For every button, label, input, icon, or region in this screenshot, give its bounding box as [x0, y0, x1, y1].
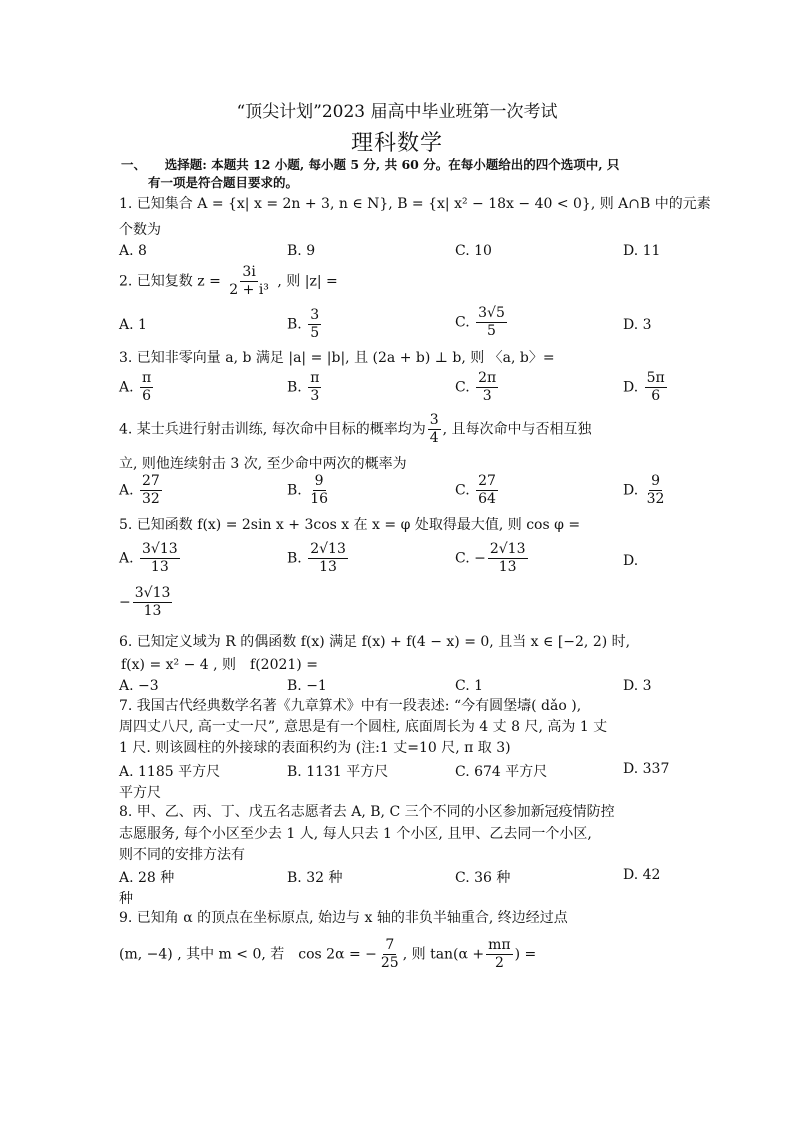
q7-stem-line3: 1 尺. 则该圆柱的外接球的表面积约为 (注:1 丈=10 尺, π 取 3) [119, 740, 511, 756]
q6-option-d: D. 3 [623, 678, 652, 694]
q1-stem-line1: 1. 已知集合 A = {x| x = 2n + 3, n ∈ N}, B = {x| x² − 18x − 40 < 0}, 则 A∩B 中的元素 [119, 196, 711, 212]
exam-title: “顶尖计划”2023 届高中毕业班第一次考试 [236, 102, 558, 122]
q7-option-d-wrap: 平方尺 [119, 785, 161, 801]
q2-frac-den: 2 + i³ [229, 282, 269, 298]
q1-stem-line2: 个数为 [119, 222, 161, 238]
q7-option-b: B. 1131 平方尺 [287, 764, 389, 780]
q8-option-c: C. 36 种 [455, 870, 511, 886]
q5-option-d-wrapped-value: − $\frac{3√13}{13}$ [119, 585, 171, 619]
q8-stem-line3: 则不同的安排方法有 [119, 847, 245, 863]
q8-option-a: A. 28 种 [119, 870, 175, 886]
q4-option-a: A. $\frac{27}{32}$ [119, 473, 160, 507]
q7-stem-line1: 7. 我国古代经典数学名著《九章算术》中有一段表述: “今有圆堡壔( dǎo ), [119, 698, 582, 714]
q6-option-a: A. −3 [119, 678, 159, 694]
q5-option-c: C. − $\frac{2√13}{13}$ [455, 541, 526, 575]
q2-stem [119, 264, 679, 299]
q9-stem-line2: (m, −4) , 其中 m < 0, 若 cos 2α = − $\frac{7}{25}$ , 则 tan(α + $\frac{m\pi}{2}$ ) = [119, 937, 537, 971]
q6-option-b: B. −1 [287, 678, 327, 694]
q5-option-b: B. $\frac{2√13}{13}$ [287, 541, 346, 575]
q5-stem: 5. 已知函数 f(x) = 2sin x + 3cos x 在 x = φ 处取得最大值, 则 cos φ = [119, 517, 581, 533]
section-instruction-line1: 一、 选择题: 本题共 12 小题, 每小题 5 分, 共 60 分。在每小题给出的四个选项中, 只 [121, 157, 620, 172]
q7-stem-line2: 周四丈八尺, 高一丈一尺”, 意思是有一个圆柱, 底面周长为 4 丈 8 尺, 高为 1 丈 [119, 719, 608, 735]
q9-stem-line1: 9. 已知角 α 的顶点在坐标原点, 始边与 x 轴的非负半轴重合, 终边经过点 [119, 910, 568, 926]
q2-stem-pre: 2. 已知复数 z = [119, 273, 221, 290]
q8-option-d-wrap: 种 [119, 891, 133, 907]
q3-option-a: A. $\frac{\pi}{6}$ [119, 370, 152, 404]
q6-stem-line2: f(x) = x² − 4 , 则 f(2021) = [121, 657, 318, 673]
q2-option-d: D. 3 [623, 317, 652, 333]
q2-option-c: C. $\frac{3√5}{5}$ [455, 305, 505, 339]
q8-option-d: D. 42 [623, 867, 661, 883]
q2-option-b: B. $\frac{3}{5}$ [287, 307, 320, 341]
q7-option-a: A. 1185 平方尺 [119, 764, 221, 780]
q4-stem-line1: 4. 某士兵进行射击训练, 每次命中目标的概率均为 $\frac{3}{4}$ , 且每次命中与否相互独 [119, 412, 592, 446]
q1-option-b: B. 9 [287, 243, 316, 259]
q4-stem-line2: 立, 则他连续射击 3 次, 至少命中两次的概率为 [119, 456, 407, 472]
q2-fraction [227, 264, 271, 299]
q7-option-d: D. 337 [623, 761, 670, 777]
subject-title: 理科数学 [350, 131, 443, 156]
q3-option-b: B. $\frac{\pi}{3}$ [287, 370, 320, 404]
q2-stem-post: , 则 |z| = [277, 273, 338, 290]
q4-option-b: B. $\frac{9}{16}$ [287, 473, 329, 507]
q4-option-d: D. $\frac{9}{32}$ [623, 473, 665, 507]
q4-option-c: C. $\frac{27}{64}$ [455, 473, 496, 507]
q8-option-b: B. 32 种 [287, 870, 343, 886]
q1-option-d: D. 11 [623, 243, 661, 259]
q1-option-a: A. 8 [119, 243, 147, 259]
q6-stem-line1: 6. 已知定义域为 R 的偶函数 f(x) 满足 f(x) + f(4 − x) = 0, 且当 x ∈ [−2, 2) 时, [119, 634, 631, 650]
q5-option-d: D. [623, 553, 639, 569]
q5-option-a: A. $\frac{3√13}{13}$ [119, 541, 178, 575]
q3-option-c: C. $\frac{2\pi}{3}$ [455, 370, 497, 404]
q7-option-c: C. 674 平方尺 [455, 764, 548, 780]
q8-stem-line1: 8. 甲、乙、丙、丁、戊五名志愿者去 A, B, C 三个不同的小区参加新冠疫情防控 [119, 804, 615, 820]
q3-stem: 3. 已知非零向量 a, b 满足 |a| = |b|, 且 (2a + b) ⊥ b, 则 〈a, b〉= [119, 350, 555, 366]
q6-option-c: C. 1 [455, 678, 484, 694]
q2-frac-num: 3i [242, 264, 256, 280]
section-instruction-line2: 有一项是符合题目要求的。 [148, 175, 299, 190]
q3-option-d: D. $\frac{5\pi}{6}$ [623, 370, 665, 404]
q1-option-c: C. 10 [455, 243, 492, 259]
q2-option-a: A. 1 [119, 317, 147, 333]
q8-stem-line2: 志愿服务, 每个小区至少去 1 人, 每人只去 1 个小区, 且甲、乙去同一个小区, [119, 826, 592, 842]
